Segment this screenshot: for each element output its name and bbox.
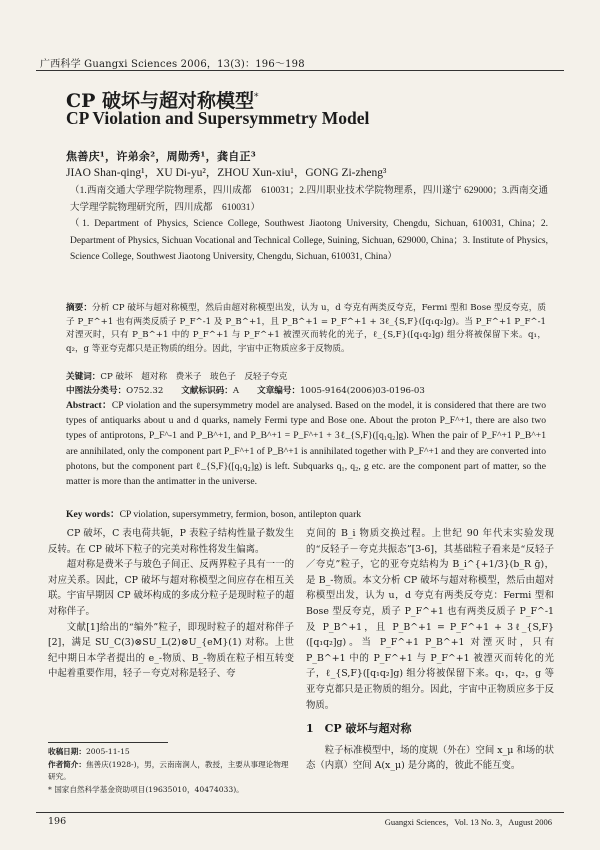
- title-english: CP Violation and Supersymmetry Model: [66, 108, 370, 128]
- journal-footer: Guangxi Sciences，Vol. 13 No. 3，August 2006: [384, 817, 552, 827]
- footer-rule: [36, 812, 564, 813]
- running-header: 广西科学 Guangxi Sciences 2006，13(3)：196～198: [40, 59, 305, 70]
- body-paragraph: 粒子标准模型中，场的度规（外在）空间 x_μ 和场的状态（内禀）空间 A(x_μ) 是分离的，彼此不能互变。: [306, 744, 554, 772]
- keywords-en-label: Key words：: [66, 509, 120, 520]
- author-bio: 作者简介：焦善庆(1928-)，男，云南南涧人，教授，主要从事理论物理研究。: [48, 759, 289, 781]
- classification-line: 中图法分类号：O752.32 文献标识码：A 文章编号：1005-9164(2006)03-0196-03: [66, 386, 425, 396]
- title-chinese: CP 破坏与超对称模型*: [66, 90, 259, 112]
- footnote-rule: [48, 742, 168, 743]
- body-paragraph: 文献[1]给出的“编外”粒子，即现时粒子的超对称伴子[2]，满足 SU_C(3)⊗SU_L(2)⊗U_{eM}(1) 对称。上世纪中期日本学者提出的 e_-物质、B_-物质在粒子相互转变中起着重要作用，轻子－夸克对称是轻子、夸: [48, 621, 294, 680]
- affiliations-chinese: （1.西南交通大学理学院物理系，四川成都 610031；2.四川职业技术学院物理系，四川遂宁 629000；3.西南交通大学理学院物理研究所，四川成都 610031）: [70, 186, 548, 213]
- abstract-cn-label: 摘要：: [66, 303, 93, 313]
- abstract-en-label: Abstract：: [66, 400, 112, 411]
- header-rule: [36, 70, 564, 71]
- title-footnote-mark: *: [254, 92, 259, 103]
- body-paragraph: CP 破坏，C 表电荷共轭，P 表粒子结构性量子数发生反转。在 CP 破坏下粒子的完美对称性将发生偏离。: [48, 528, 294, 555]
- keywords-cn-label: 关键词：: [66, 372, 101, 382]
- body-paragraph: 超对称是费米子与玻色子间正、反两界粒子具有一一的对应关系。因此，CP 破坏与超对称模型之间应存在相互关联。宇宙早期因 CP 破坏构成的多成分粒子是现时粒子的超对称伴子。: [48, 559, 294, 617]
- keywords-chinese: 关键词：CP 破坏 超对称 费米子 玻色子 反轻子夸克: [66, 372, 288, 382]
- page-number: 196: [48, 816, 67, 827]
- authors-english: JIAO Shan-qing¹，XU Di-yu²，ZHOU Xun-xiu¹，GONG Zi-zheng³: [66, 167, 387, 179]
- abstract-english: Abstract：CP violation and the supersymmetry model are analysed. Based on the model, it is considered that there are two types of antiquarks about u and d quarks, namely Fermi type and Bose one. About the proton P_F^+1, there are also two types of antiprotons, P_F^-1 and P_B^+1, and P_B^+1 = P_F^+1 + 3ℓ_{S,F}([q₁q₂]g). When the pair of P_F^+1 P_B^+1 are annihilated, only the component part P_F^+1 of P_B^+1 is annihilated together with P_F^+1 and they are converted into photons, but the component part ℓ_{S,F}([q₁q₂]g) is left. Subquarks q₁, q₂, g etc. are the component part of matter, so the matter is more than the antimatter in the universe.: [66, 400, 546, 488]
- footnotes: [48, 746, 294, 796]
- received-date: 收稿日期：2005-11-15: [48, 747, 130, 756]
- fund-note: * 国家自然科学基金资助项目(19635010，40474033)。: [48, 784, 244, 794]
- body-right-column: [306, 526, 554, 774]
- section-heading: 1 CP 破坏与超对称: [306, 722, 412, 736]
- abstract-chinese: 摘要：分析 CP 破坏与超对称模型，然后由超对称模型出发，认为 u，d 夸克有两类反夸克，Fermi 型和 Bose 型反夸克，质子 P_F^+1 也有两类反质子 P_F^-1 及 P_B^+1，且 P_B^+1 = P_F^+1 + 3ℓ_{S,F}([q₁q₂]g)。当 P_F^+1 P_F^-1 对湮灭时，只有 P_B^+1 中的 P_F^+1 与 P_F^+1 被湮灭而转化的光子，ℓ_{S,F}([q₁q₂]g) 组分将被保留下来。q₁，q₂，g 等亚夸克都只是正物质的组分。因此，宇宙中正物质应多于反物质。: [66, 303, 546, 354]
- keywords-english: Key words：CP violation, supersymmetry, fermion, boson, antilepton quark: [66, 509, 362, 520]
- authors-chinese: 焦善庆¹，许弟余²，周勋秀¹，龚自正³: [66, 150, 256, 163]
- body-paragraph-continued: 克间的 B_i 物质交换过程。上世纪 90 年代末实验发现的“反轻子－夸克共振态”[3-6]，其基础粒子看来是“反轻子／夸克”粒子，它的亚夸克结构为 B_i^{+1/3}(b_R g̃)，是 B_-物质。本文分析 CP 破坏与超对称模型，然后由超对称模型出发，认为 u，d 夸克有两类反夸克：Fermi 型和 Bose 型反夸克，质子 P_F^+1 也有两类反质子 P_F^-1 及 P_B^+1，且 P_B^+1 = P_F^+1 + 3ℓ_{S,F}([q₁q₂]g)。当 P_F^+1 P_B^+1 对湮灭时，只有 P_B^+1 中的 P_F^+1 与 P_F^+1 被湮灭而转化的光子，ℓ_{S,F}([q₁q₂]g) 组分将被保留下来。q₁，q₂，g 等亚夸克都只是正物质的组分。因此，宇宙中正物质应多于反物质。: [306, 528, 554, 711]
- body-left-column: [48, 526, 294, 682]
- affiliations-english: （1. Department of Physics, Science College, Southwest Jiaotong University, Chengdu, Sichuan, 610031, China；2. Department of Physics, Sichuan Vocational and Technical College, Suining, Sichuan, 629000, China；3. Institute of Physics, Science College, Southwest Jiaotong University, Chengdu, Sichuan, 610031, China）: [70, 219, 548, 262]
